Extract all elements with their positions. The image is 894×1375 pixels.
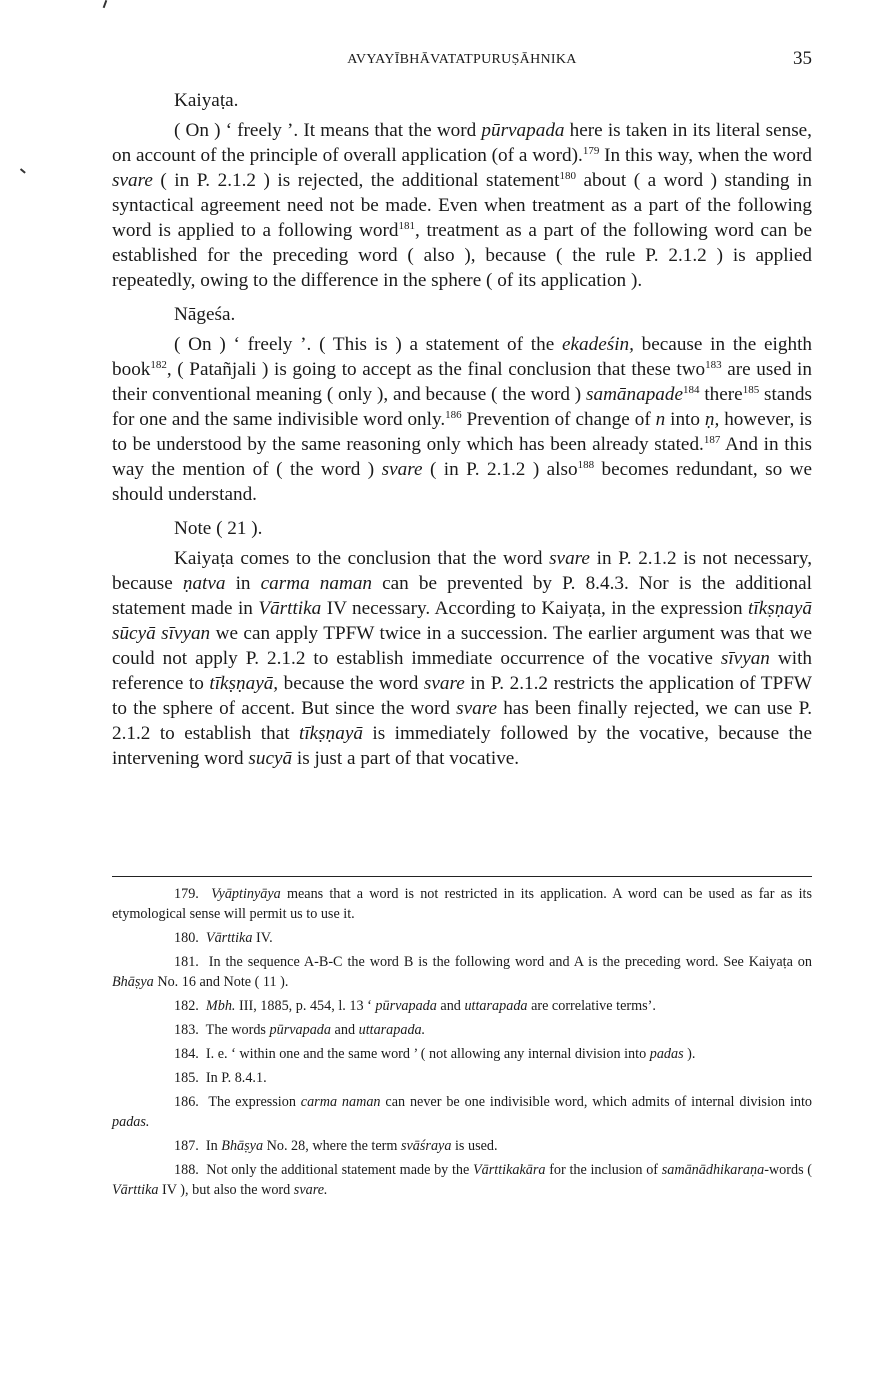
scan-mark	[20, 168, 26, 173]
page-number: 35	[793, 48, 812, 69]
footnote-185: 185. In P. 8.4.1.	[174, 1070, 267, 1086]
footnote-ref: 185	[742, 384, 760, 396]
section-heading-nagesa: Nāgeśa.	[174, 304, 236, 325]
footnote-188: 188. Not only the additional statement made by the Vārttikakāra for the inclusion of samānādhikaraṇa-words ( Vārttika IV ), but also the word svare.	[112, 1162, 813, 1198]
paragraph-kaiyata: ( On ) ‘ freely ’. It means that the word pūrvapada here is taken in its literal sense, on account of the principle of overall application (of a word).$^{179}$ In this way, when the word svare ( in P. 2.1.2 ) is rejected, the additional statement$^{180}$ about ( a word ) standing in syntactical agreement need not be made. Even when treatment as a part of the following word is applied to a following word$^{181}$, treatment as a part of the following word can be established for the preceding word ( also ), because ( the rule P. 2.1.2 ) is applied repeatedly, owing to the difference in the sphere ( of its application ).	[112, 120, 812, 291]
scan-mark	[103, 0, 107, 8]
footnote-ref: 180	[559, 170, 577, 182]
footnote-ref: 186	[445, 409, 462, 421]
footnote-183: 183. The words pūrvapada and uttarapada.	[174, 1022, 426, 1038]
paragraph-nagesa: ( On ) ‘ freely ’. ( This is ) a statement of the ekadeśin, because in the eighth book$^{182}$, ( Patañjali ) is going to accept as the final conclusion that these two$^{183}$ are used in their conventional meaning ( only ), and because ( the word ) samānapade$^{184}$ there$^{185}$ stands for one and the same indivisible word only.$^{186}$ Prevention of change of n into ṇ, however, is to be understood by the same reasoning only which has been already stated.$^{187}$ And in this way the mention of ( the word ) svare ( in P. 2.1.2 ) also$^{188}$ becomes redundant, so we should understand.	[112, 334, 813, 505]
section-heading-kaiyata: Kaiyaṭa.	[174, 90, 239, 111]
section-heading-note: Note ( 21 ).	[174, 518, 263, 539]
footnote-182: 182. Mbh. III, 1885, p. 454, l. 13 ‘ pūrvapada and uttarapada are correlative terms’.	[174, 998, 656, 1014]
footnote-184: 184. I. e. ‘ within one and the same word ’ ( not allowing any internal division into padas ).	[174, 1046, 696, 1062]
page-header	[112, 50, 812, 70]
footnote-ref: 182	[150, 359, 167, 371]
footnote-ref: 188	[577, 459, 595, 471]
footnote-ref: 181	[398, 220, 416, 232]
footnote-180: 180. Vārttika IV.	[174, 930, 273, 946]
footnote-ref: 183	[705, 359, 722, 371]
running-head: AVYAYĪBHĀVATATPURUṢĀHNIKA	[347, 52, 577, 67]
paragraph-note: Kaiyaṭa comes to the conclusion that the word svare in P. 2.1.2 is not necessary, because ṇatva in carma naman can be prevented by P. 8.4.3. Nor is the additional statement made in Vārttika IV necessary. According to Kaiyaṭa, in the expression tīkṣṇayā sūcyā sīvyan we can apply TPFW twice in a succession. The earlier argument was that we could not apply P. 2.1.2 to establish immediate occurrence of the vocative sīvyan with reference to tīkṣṇayā, because the word svare in P. 2.1.2 restricts the application of TPFW to the sphere of accent. But since the word svare has been finally rejected, we can use P. 2.1.2 to establish that tīkṣṇayā is immediately followed by the vocative, because the intervening word sucyā is just a part of that vocative.	[112, 548, 812, 769]
footnote-ref: 184	[683, 384, 700, 396]
main-text	[112, 88, 812, 771]
footnote-186: 186. The expression carma naman can never be one indivisible word, which admits of internal division into padas.	[112, 1094, 813, 1130]
footnote-divider	[112, 876, 812, 877]
footnote-ref: 187	[703, 434, 721, 446]
footnote-181: 181. In the sequence A-B-C the word B is the following word and A is the preceding word. See Kaiyaṭa on Bhāṣya No. 16 and Note ( 11 ).	[112, 954, 812, 990]
footnotes	[112, 884, 812, 1204]
footnote-187: 187. In Bhāṣya No. 28, where the term svāśraya is used.	[174, 1138, 498, 1154]
footnote-179: 179. Vyāptinyāya means that a word is not restricted in its application. A word can be used as far as its etymological sense will permit us to use it.	[112, 886, 813, 922]
footnote-ref: 179	[582, 145, 600, 157]
